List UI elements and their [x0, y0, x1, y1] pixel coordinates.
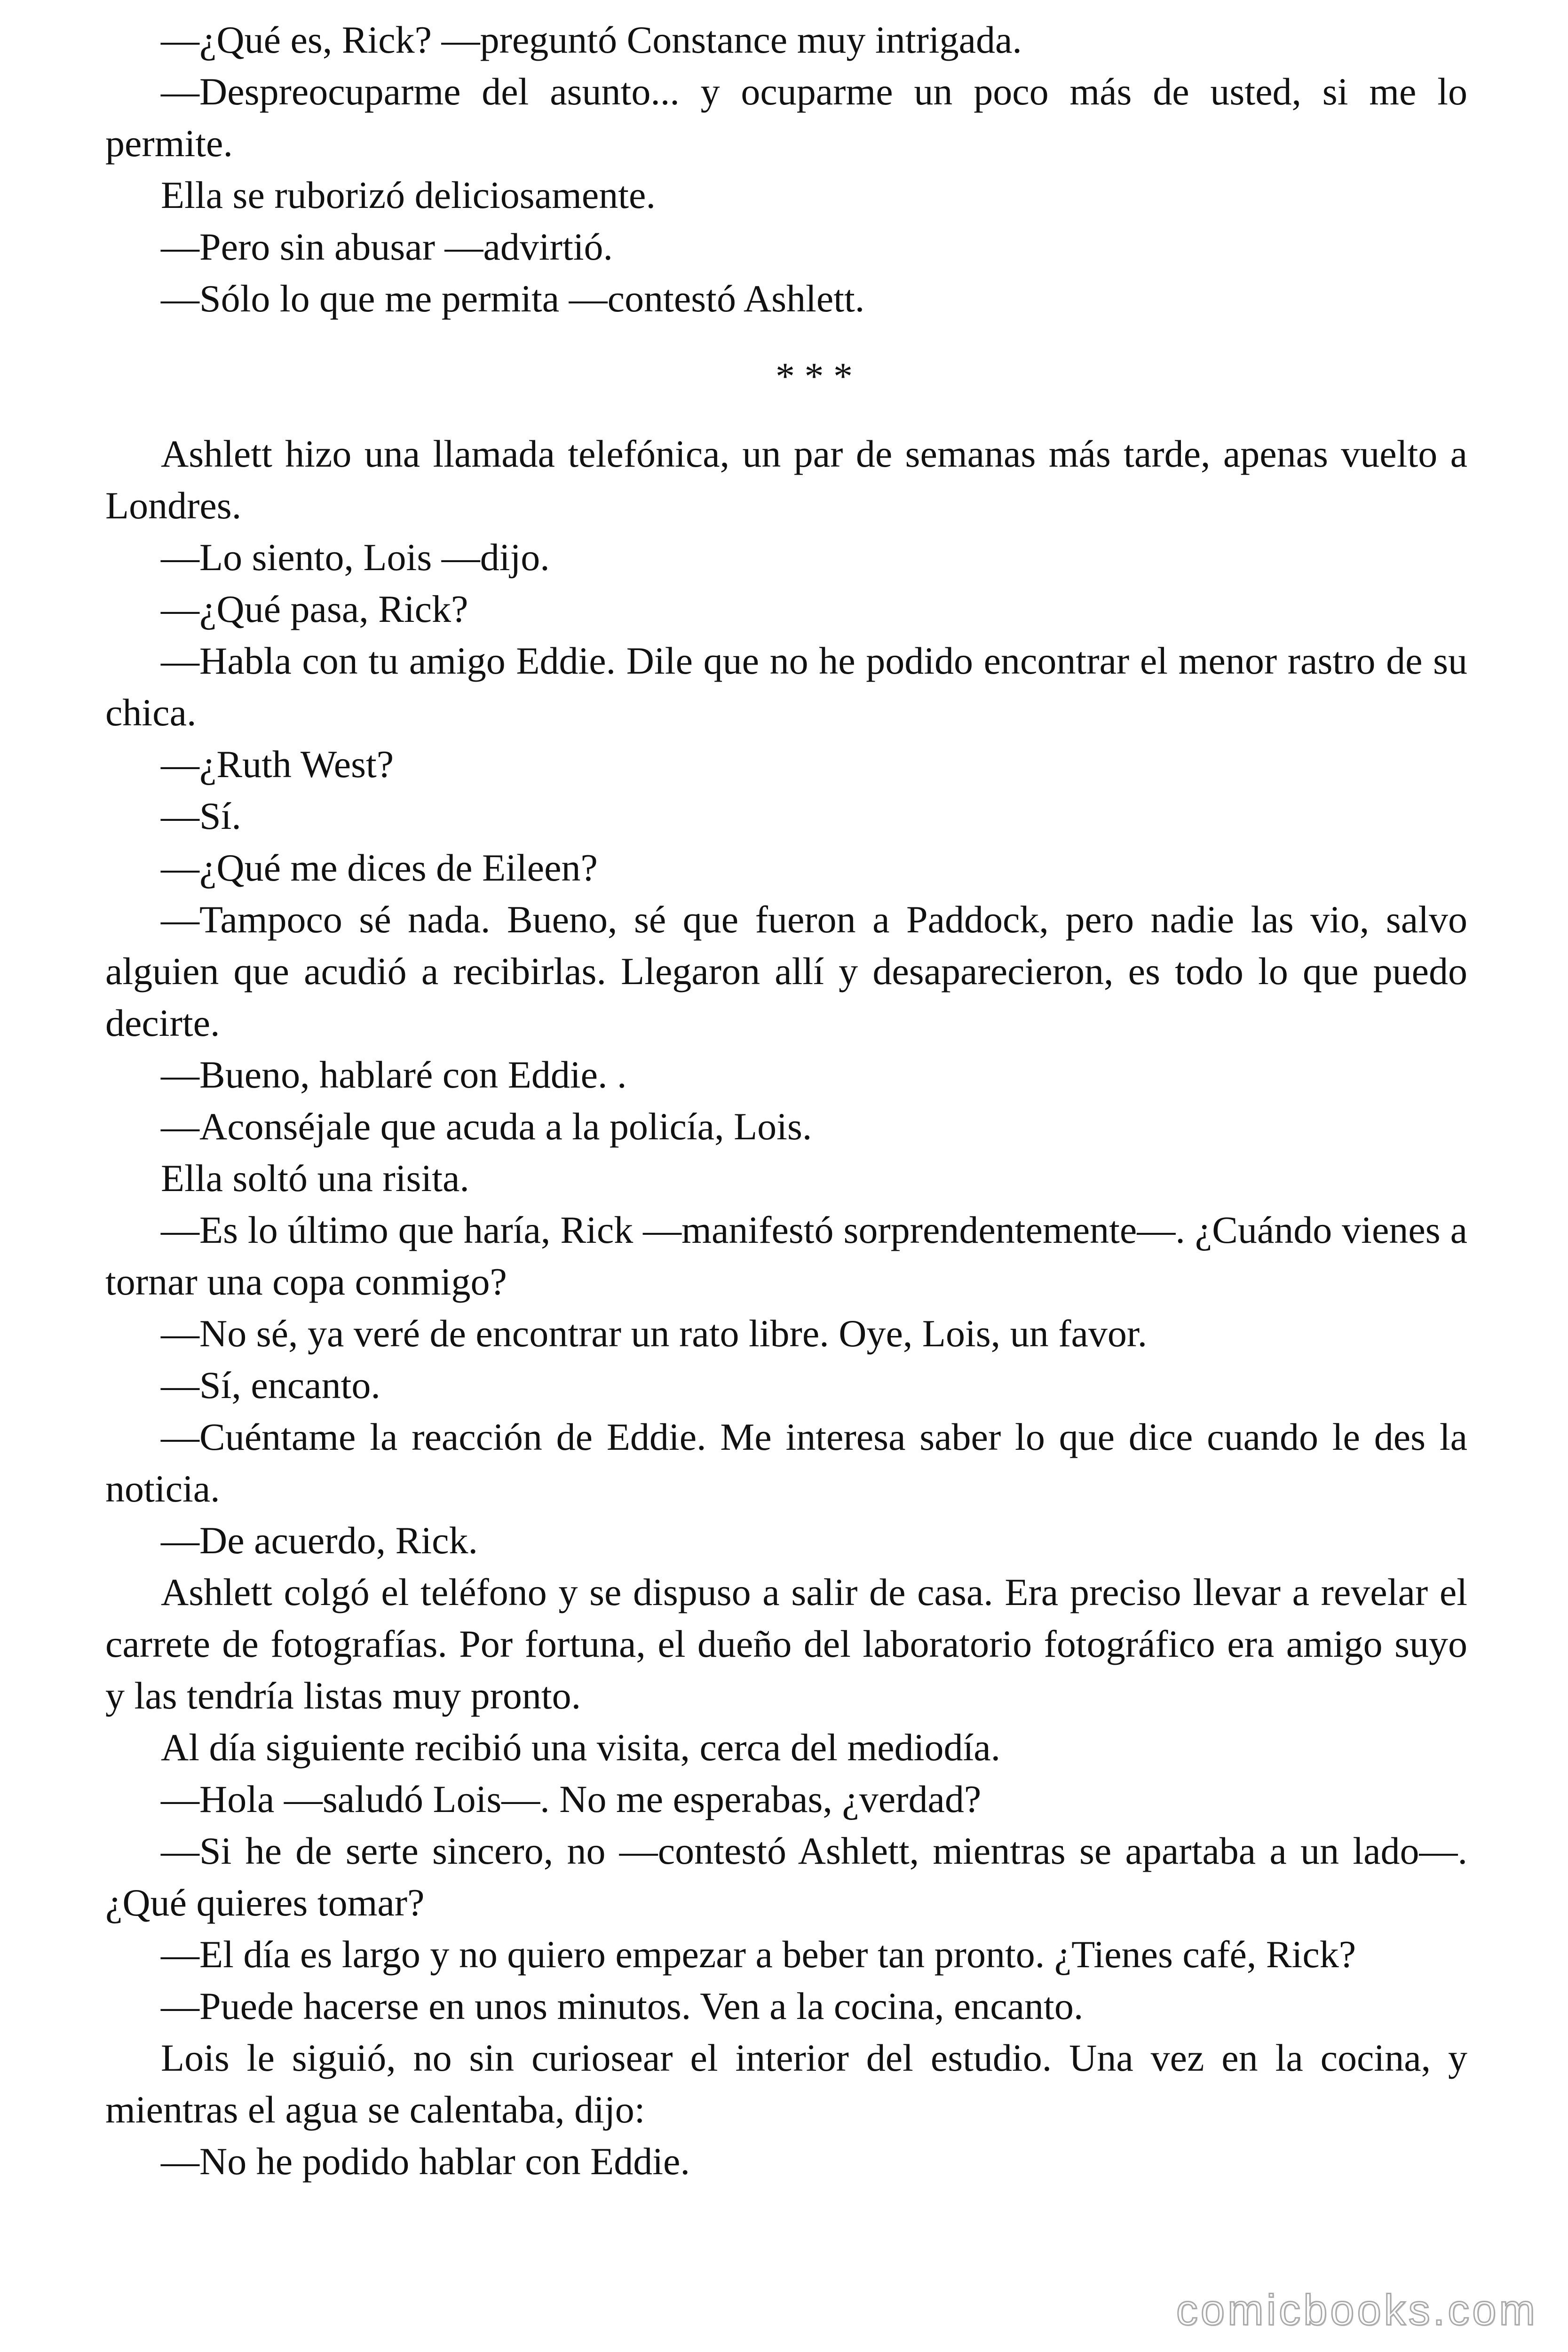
paragraph: —No sé, ya veré de encontrar un rato libre. Oye, Lois, un favor. — [161, 1312, 1148, 1355]
paragraph: Ella se ruborizó deliciosamente. — [161, 174, 656, 216]
paragraph: —Sólo lo que me permita —contestó Ashlett. — [161, 277, 865, 320]
paragraph: —Es lo último que haría, Rick —manifestó sorprendentemente—. ¿Cuándo vienes a tornar una copa conmigo? — [105, 1208, 1467, 1303]
paragraph: —Lo siento, Lois —dijo. — [161, 536, 550, 579]
paragraph: —¿Qué es, Rick? —preguntó Constance muy intrigada. — [161, 18, 1022, 61]
paragraph: —El día es largo y no quiero empezar a beber tan pronto. ¿Tienes café, Rick? — [161, 1933, 1356, 1976]
paragraph: —Hola —saludó Lois—. No me esperabas, ¿verdad? — [161, 1778, 982, 1820]
paragraph: —Aconséjale que acuda a la policía, Lois. — [161, 1105, 812, 1148]
paragraph: Al día siguiente recibió una visita, cerca del mediodía. — [161, 1726, 1001, 1769]
paragraph: —Bueno, hablaré con Eddie. . — [161, 1053, 627, 1096]
page-text — [105, 14, 1467, 2187]
paragraph: —¿Ruth West? — [161, 743, 394, 786]
paragraph: —Habla con tu amigo Eddie. Dile que no he podido encontrar el menor rastro de su chica. — [105, 639, 1467, 734]
paragraph: —Cuéntame la reacción de Eddie. Me interesa saber lo que dice cuando le des la noticia. — [105, 1415, 1467, 1510]
paragraph: —¿Qué pasa, Rick? — [161, 588, 468, 630]
watermark: comicbooks.com — [1176, 2286, 1538, 2334]
paragraph: Lois le siguió, no sin curiosear el interior del estudio. Una vez en la cocina, y mientras el agua se calentaba, dijo: — [105, 2036, 1467, 2131]
paragraph: Ashlett hizo una llamada telefónica, un par de semanas más tarde, apenas vuelto a Londres. — [105, 432, 1467, 527]
paragraph: Ella soltó una risita. — [161, 1157, 469, 1200]
paragraph: —De acuerdo, Rick. — [161, 1519, 478, 1562]
paragraph: —Sí. — [161, 795, 241, 837]
paragraph: —Sí, encanto. — [161, 1364, 380, 1406]
scene-separator: * * * — [776, 355, 853, 397]
paragraph: —Tampoco sé nada. Bueno, sé que fueron a Paddock, pero nadie las vio, salvo alguien que acudió a recibirlas. Llegaron allí y desaparecieron, es todo lo que puedo decirte. — [105, 898, 1467, 1044]
paragraph: —Si he de serte sincero, no —contestó Ashlett, mientras se apartaba a un lado—. ¿Qué quieres tomar? — [105, 1829, 1467, 1924]
paragraph: Ashlett colgó el teléfono y se dispuso a salir de casa. Era preciso llevar a revelar el carrete de fotografías. Por fortuna, el dueño del laboratorio fotográfico era amigo suyo y las tendría listas muy pronto. — [105, 1571, 1467, 1717]
paragraph: —Despreocuparme del asunto... y ocuparme un poco más de usted, si me lo permite. — [105, 70, 1467, 165]
paragraph: —No he podido hablar con Eddie. — [161, 2140, 690, 2183]
paragraph: —Pero sin abusar —advirtió. — [161, 225, 613, 268]
paragraph: —¿Qué me dices de Eileen? — [161, 846, 598, 889]
paragraph: —Puede hacerse en unos minutos. Ven a la cocina, encanto. — [161, 1985, 1084, 2027]
